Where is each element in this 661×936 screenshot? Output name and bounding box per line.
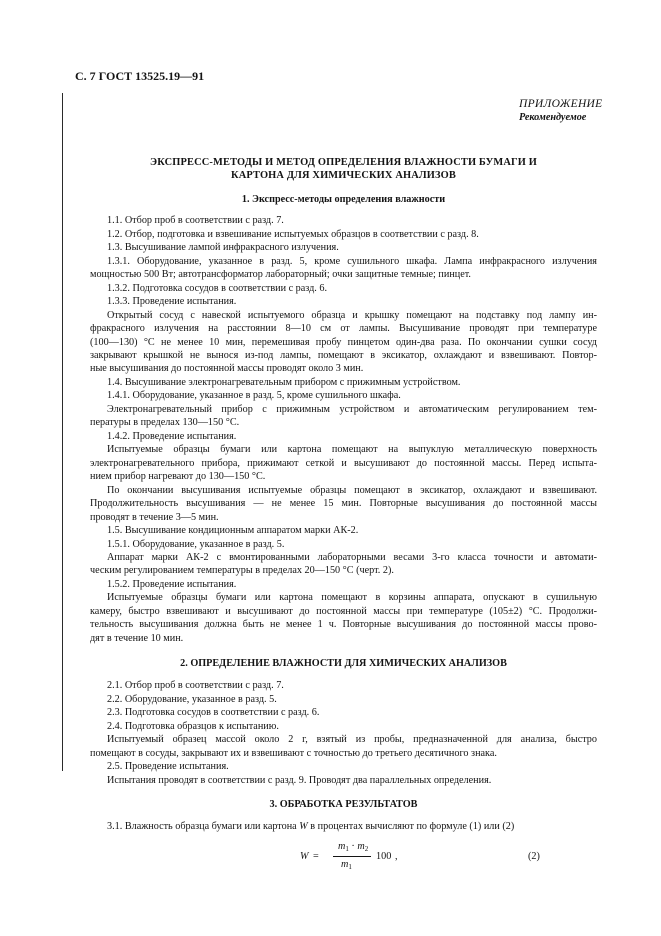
paragraph-1-3 — [90, 241, 597, 254]
text-line: 1.3.1. Оборудование, указанное в разд. 5, кроме сушильного шкафа. Лампа инфракрасного излучения — [107, 255, 597, 267]
formula-var: m — [341, 859, 349, 870]
section-1-body — [90, 214, 597, 645]
text-line: 2.5. Проведение испытания. — [107, 761, 229, 773]
text-line: электронагревательного прибора, прижимают сеткой и высушивают до постоянной массы. Перед испыта- — [90, 457, 597, 469]
text-line: 1.3.2. Подготовка сосудов в соответствии с разд. 6. — [107, 282, 328, 294]
text-line: 2.1. Отбор проб в соответствии с разд. 7. — [107, 680, 284, 692]
text-line: Продолжительность высушивания — не менее 15 мин. Повторные высушивания до постоянной массы — [90, 498, 597, 510]
formula-subscript: 1 — [348, 863, 352, 871]
text-line: Открытый сосуд с навеской испытуемого образца и крышку помещают на подставку под лампу ин- — [107, 309, 597, 321]
text-line: закрывают крышкой не вынося из-под лампы, помещают в эксикатор, охлаждают и взвешивают. Повтор- — [90, 349, 597, 361]
paragraph-2-1 — [90, 679, 597, 692]
text-line: фракрасного излучения на расстоянии 8—10 см от лампы. Высушивание проводят при температуре — [90, 323, 597, 335]
paragraph-2-4 — [90, 720, 597, 733]
text-line: ческим регулированием температуры в пределах 20—150 °С (черт. 2). — [90, 565, 394, 577]
text-line: камеру, быстро взвешивают и высушивают до постоянной массы при температуре (105±2) °С. Продолжи- — [90, 605, 597, 617]
text-line: 1.4. Высушивание электронагревательным прибором с прижимным устройством. — [107, 376, 461, 388]
text-run: 3.1. Влажность образца бумаги или картона — [107, 821, 300, 833]
text-line: 1.1. Отбор проб в соответствии с разд. 7. — [107, 215, 284, 227]
text-line: 1.3. Высушивание лампой инфракрасного излучения. — [107, 242, 339, 254]
text-line: проводят в течение 3—5 мин. — [90, 511, 219, 523]
paragraph-1-4-1 — [90, 389, 597, 402]
paragraph-1-5-1-device — [90, 551, 597, 578]
paragraph-1-3-2 — [90, 282, 597, 295]
formula-subscript: 1 — [345, 845, 349, 853]
text-line: 1.2. Отбор, подготовка и взвешивание испытуемых образцов в соответствии с разд. 8. — [107, 228, 479, 240]
formula-var: m — [338, 841, 346, 852]
formula-numerator — [338, 840, 368, 854]
paragraph-2-2 — [90, 693, 597, 706]
text-line: Аппарат марки АК-2 с вмонтированными лабораторными весами 3-го класса точности и автомати- — [107, 552, 597, 564]
title-line: КАРТОНА ДЛЯ ХИМИЧЕСКИХ АНАЛИЗОВ — [231, 170, 456, 182]
paragraph-1-3-1 — [90, 255, 597, 282]
formula-var: m — [357, 841, 365, 852]
section-3-heading: 3. ОБРАБОТКА РЕЗУЛЬТАТОВ — [269, 799, 418, 811]
margin-rule — [62, 93, 63, 771]
text-line: 1.3.3. Проведение испытания. — [107, 296, 237, 308]
fraction-bar — [333, 856, 371, 857]
formula-factor: 100 — [376, 851, 392, 862]
paragraph-1-4-1-device — [90, 403, 597, 430]
text-line: ные высушивания до постоянной массы проводят около 3 мин. — [90, 363, 364, 375]
paragraph-1-5-1 — [90, 538, 597, 551]
text-line: 1.4.2. Проведение испытания. — [107, 430, 237, 442]
paragraph-2-3 — [90, 706, 597, 719]
paragraph-1-1 — [90, 214, 597, 227]
formula-lhs: W — [300, 851, 309, 862]
paragraph-2-4-sample — [90, 733, 597, 760]
paragraph-1-4 — [90, 376, 597, 389]
text-line: 1.5.2. Проведение испытания. — [107, 578, 237, 590]
text-line: 2.3. Подготовка сосудов в соответствии с разд. 6. — [107, 707, 320, 719]
document-title — [90, 156, 597, 183]
text-line: 2.2. Оборудование, указанное в разд. 5. — [107, 693, 277, 705]
paragraph-1-5-2 — [90, 578, 597, 591]
text-line: 1.5.1. Оборудование, указанное в разд. 5. — [107, 538, 285, 550]
text-line: нием прибор нагревают до 130—150 °С. — [90, 471, 266, 483]
paragraph-1-4-2-completion — [90, 484, 597, 524]
text-line: 1.4.1. Оборудование, указанное в разд. 5, кроме сушильного шкафа. — [107, 390, 401, 402]
text-line: тельность высушивания должна быть не менее 1 ч. Повторные высушивания до постоянной массы прово- — [90, 619, 597, 631]
text-line: пературы в пределах 130—150 °С. — [90, 417, 240, 429]
text-line: помещают в сосуды, закрывают их и взвешивают с точностью до третьего десятичного знака. — [90, 747, 497, 759]
text-line: дят в течение 10 мин. — [90, 632, 184, 644]
text-run: в процентах вычисляют по формуле (1) или (2) — [307, 821, 515, 833]
paragraph-2-5 — [90, 760, 597, 773]
section-2-body — [90, 679, 597, 787]
appendix-label: ПРИЛОЖЕНИЕ — [519, 98, 603, 110]
formula-equals: = — [313, 851, 319, 862]
paragraph-1-2 — [90, 228, 597, 241]
formula-comma: , — [395, 851, 398, 862]
section-3-body — [90, 820, 597, 833]
section-2-heading: 2. ОПРЕДЕЛЕНИЕ ВЛАЖНОСТИ ДЛЯ ХИМИЧЕСКИХ АНАЛИЗОВ — [180, 658, 507, 670]
text-line: Испытуемые образцы бумаги или картона помещают в корзины аппарата, опускают в сушильную — [107, 592, 597, 604]
paragraph-1-3-3 — [90, 295, 597, 308]
paragraph-1-4-2 — [90, 430, 597, 443]
title-line: ЭКСПРЕСС-МЕТОДЫ И МЕТОД ОПРЕДЕЛЕНИЯ ВЛАЖНОСТИ БУМАГИ И — [150, 157, 537, 168]
formula-subscript: 2 — [364, 845, 369, 853]
text-line: (100—130) °С не менее 10 мин, перемешивая пробу пинцетом один-два раза. По окончании сушки сосуд — [90, 336, 597, 348]
section-1-heading: 1. Экспресс-методы определения влажности — [241, 194, 446, 206]
paragraph-1-4-2-procedure — [90, 443, 597, 483]
formula-number: (2) — [528, 851, 540, 862]
paragraph-3-1 — [90, 820, 597, 833]
formula-operator: · — [351, 841, 355, 852]
text-line: 1.5. Высушивание кондиционным аппаратом марки АК-2. — [107, 525, 359, 537]
formula-denominator — [341, 858, 352, 872]
text-line: Испытания проводят в соответствии с разд. 9. Проводят два параллельных определения. — [107, 774, 492, 786]
paragraph-1-3-3-procedure — [90, 309, 597, 376]
paragraph-1-5-2-procedure — [90, 591, 597, 645]
page-header: С. 7 ГОСТ 13525.19—91 — [75, 69, 205, 83]
text-line: По окончании высушивания испытуемые образцы помещают в эксикатор, охлаждают и взвешивают. — [107, 484, 597, 496]
text-line: Электронагревательный прибор с прижимным устройством и автоматическим регулированием тем- — [107, 403, 597, 415]
paragraph-1-5 — [90, 524, 597, 537]
text-line: Испытуемый образец массой около 2 г, взятый из пробы, предназначенной для анализа, быстро — [107, 734, 597, 746]
text-line: мощностью 500 Вт; автотрансформатор лабораторный; очки защитные темные; пинцет. — [90, 269, 471, 281]
appendix-status: Рекомендуемое — [519, 112, 587, 123]
text-line: 2.4. Подготовка образцов к испытанию. — [107, 720, 279, 732]
variable-w: W — [299, 821, 308, 833]
paragraph-2-5-procedure — [90, 774, 597, 787]
text-line: Испытуемые образцы бумаги или картона помещают на выпуклую металлическую поверхность — [107, 444, 597, 456]
